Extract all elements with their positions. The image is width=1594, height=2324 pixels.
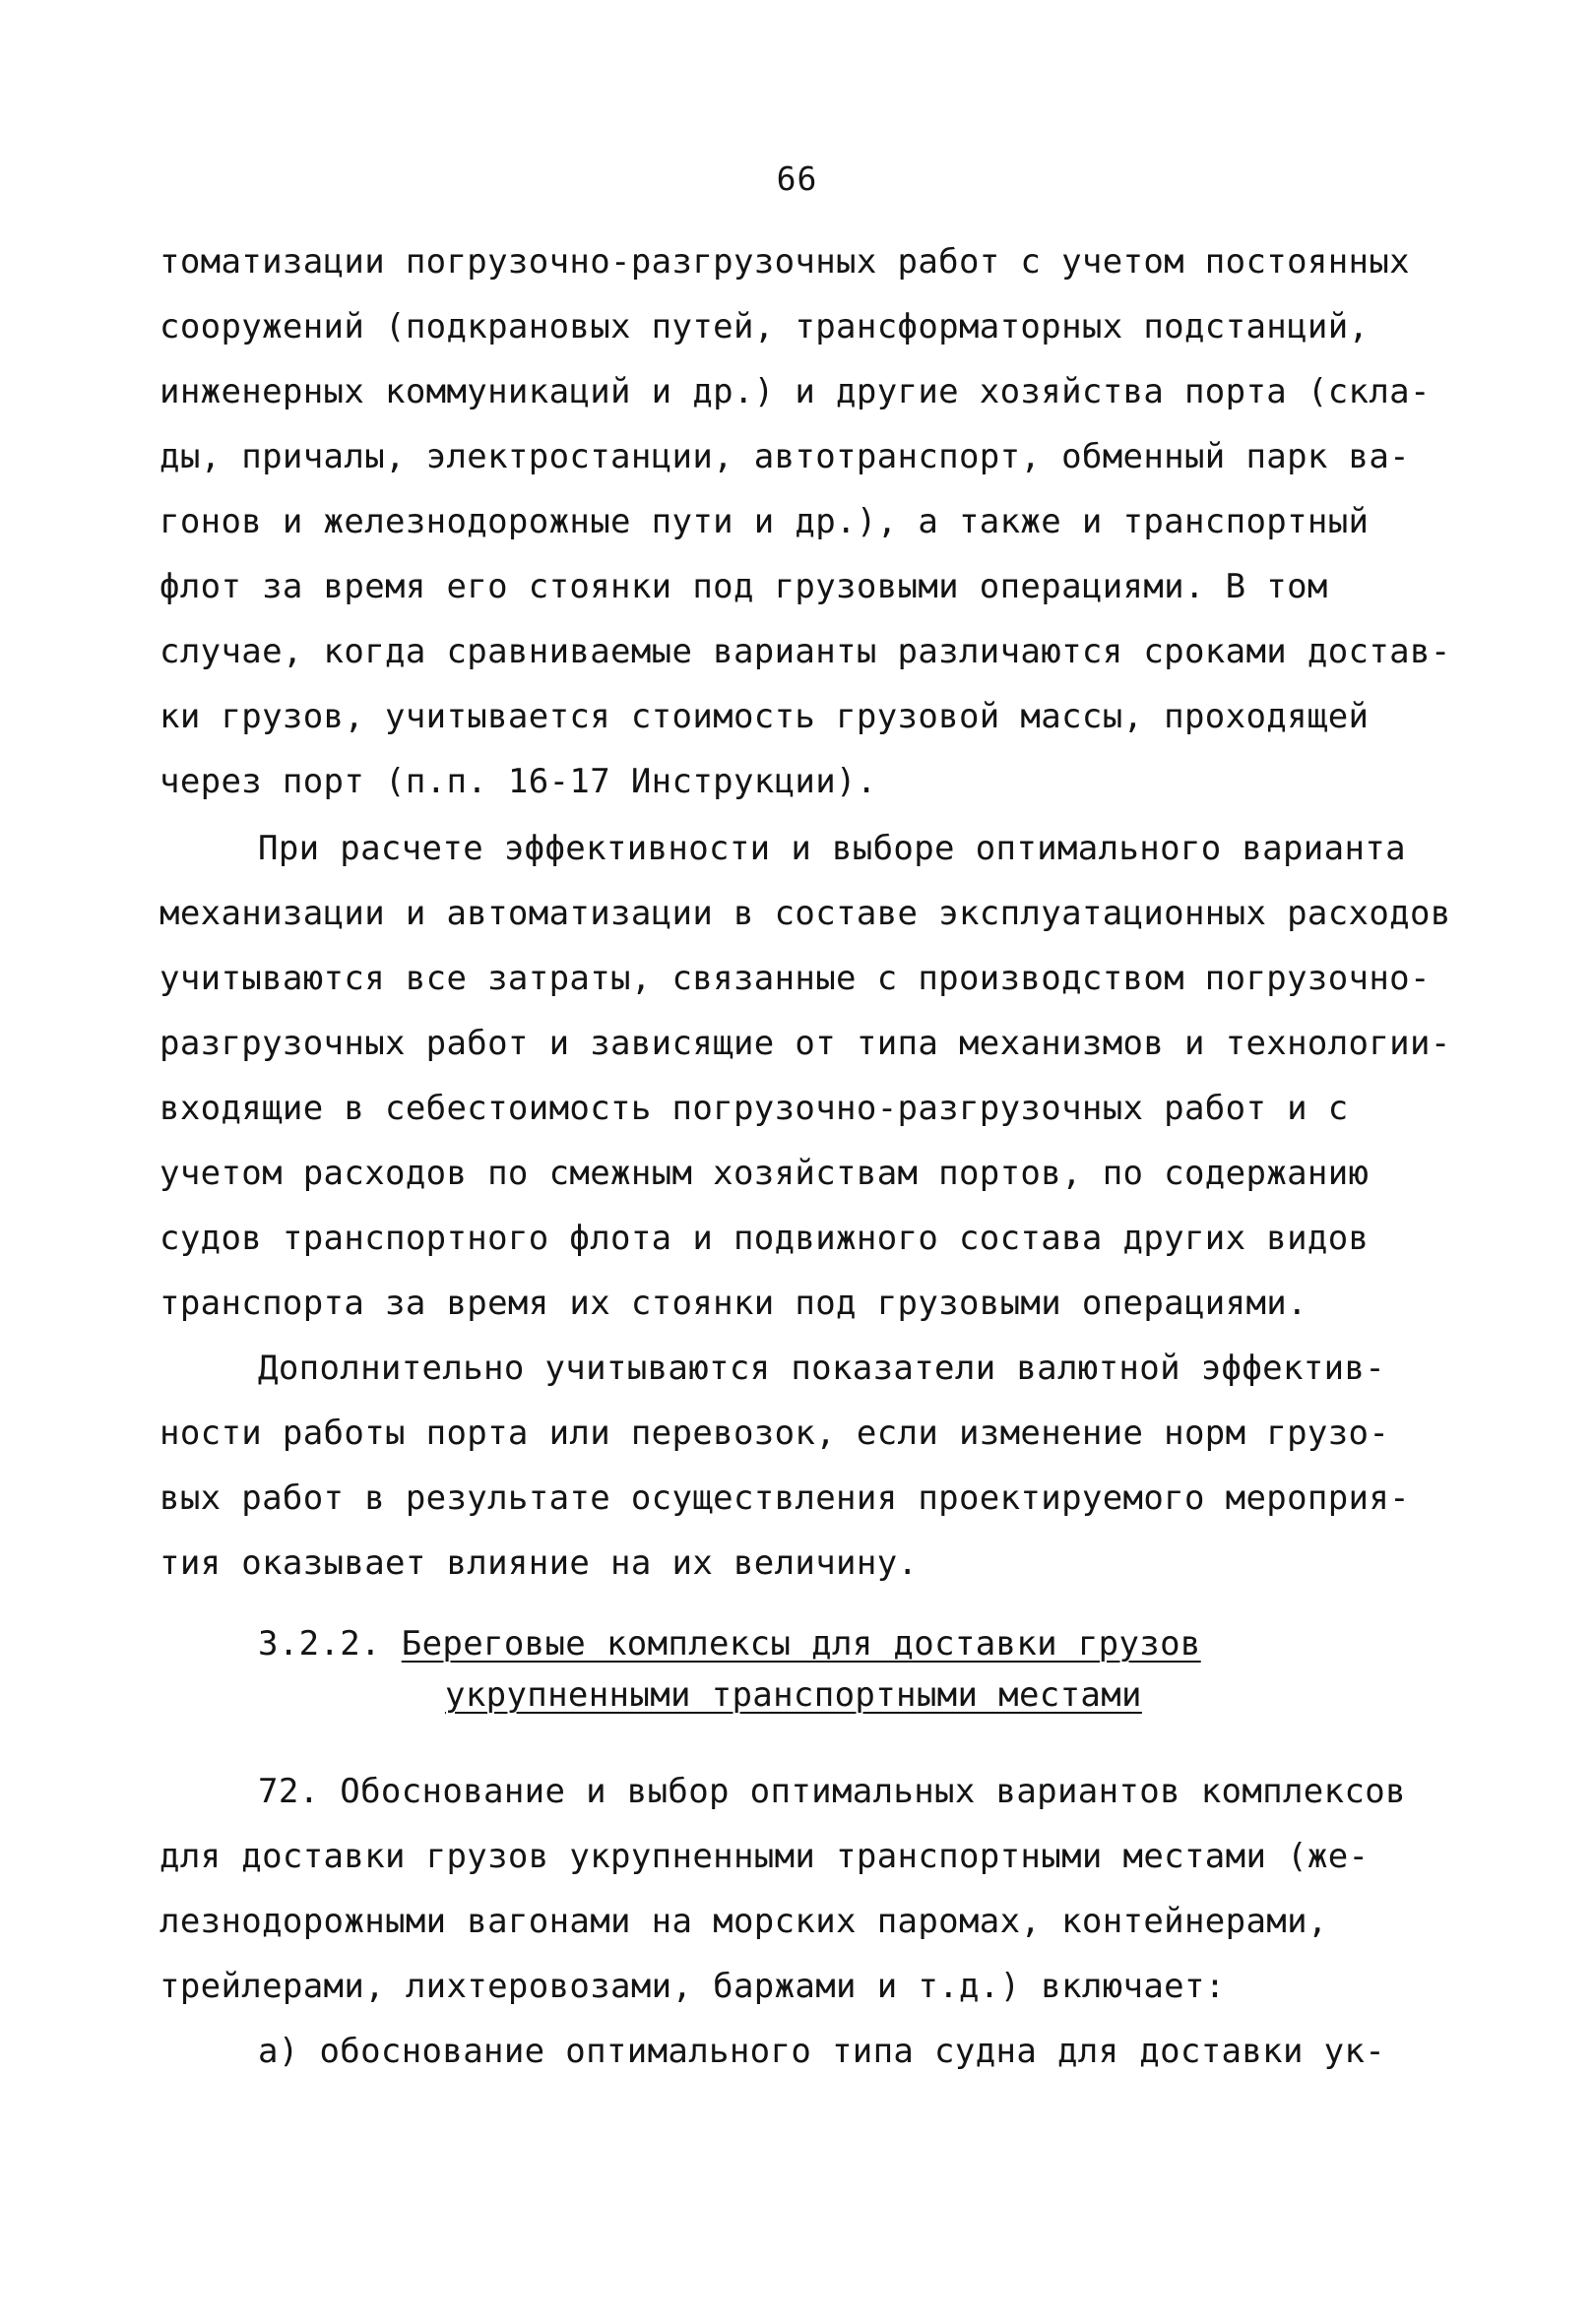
text-line: учитываются все затраты, связанные с производством погрузочно-: [159, 959, 1431, 998]
text-line: через порт (п.п. 16-17 Инструкции).: [159, 762, 877, 801]
text-line: инженерных коммуникаций и др.) и другие хозяйства порта (скла-: [159, 372, 1431, 411]
text-line: флот за время его стоянки под грузовыми операциями. В том: [159, 567, 1328, 606]
text-line: 72. Обоснование и выбор оптимальных вариантов комплексов: [258, 1772, 1406, 1811]
text-line: Дополнительно учитываются показатели валютной эффектив-: [258, 1349, 1386, 1388]
text-line: При расчете эффективности и выборе оптимального варианта: [258, 829, 1406, 868]
section-heading-line-2: [445, 1675, 1142, 1715]
section-title-line-2: укрупненными транспортными местами: [445, 1675, 1142, 1715]
text-line: а) обоснование оптимального типа судна для доставки ук-: [258, 2032, 1386, 2071]
text-line: гонов и железнодорожные пути и др.), а также и транспортный: [159, 502, 1370, 541]
text-line: трейлерами, лихтеровозами, баржами и т.д.) включает:: [159, 1967, 1226, 2006]
text-line: для доставки грузов укрупненными транспортными местами (же-: [159, 1837, 1370, 1876]
page-number: 66: [776, 159, 818, 198]
text-line: случае, когда сравниваемые варианты различаются сроками достав-: [159, 632, 1451, 671]
text-line: разгрузочных работ и зависящие от типа механизмов и технологии-: [159, 1024, 1451, 1063]
text-line: судов транспортного флота и подвижного состава других видов: [159, 1219, 1370, 1258]
text-line: вых работ в результате осуществления проектируемого мероприя-: [159, 1478, 1411, 1518]
text-line: тия оказывает влияние на их величину.: [159, 1543, 919, 1583]
text-line: входящие в себестоимость погрузочно-разгрузочных работ и с: [159, 1089, 1349, 1128]
text-line: ды, причалы, электростанции, автотранспорт, обменный парк ва-: [159, 437, 1411, 476]
section-number: 3.2.2.: [258, 1624, 381, 1664]
text-line: транспорта за время их стоянки под грузовыми операциями.: [159, 1284, 1307, 1323]
text-line: лезнодорожными вагонами на морских паромах, контейнерами,: [159, 1902, 1328, 1941]
text-line: учетом расходов по смежным хозяйствам портов, по содержанию: [159, 1154, 1370, 1193]
text-line: томатизации погрузочно-разгрузочных работ с учетом постоянных: [159, 242, 1411, 282]
text-line: ности работы порта или перевозок, если изменение норм грузо-: [159, 1413, 1390, 1453]
text-line: ки грузов, учитывается стоимость грузовой массы, проходящей: [159, 697, 1370, 736]
section-title-line-1: Береговые комплексы для доставки грузов: [401, 1624, 1201, 1664]
text-line: сооружений (подкрановых путей, трансформаторных подстанций,: [159, 307, 1370, 346]
text-line: механизации и автоматизации в составе эксплуатационных расходов: [159, 894, 1451, 933]
section-heading-line-1: [258, 1624, 1201, 1664]
